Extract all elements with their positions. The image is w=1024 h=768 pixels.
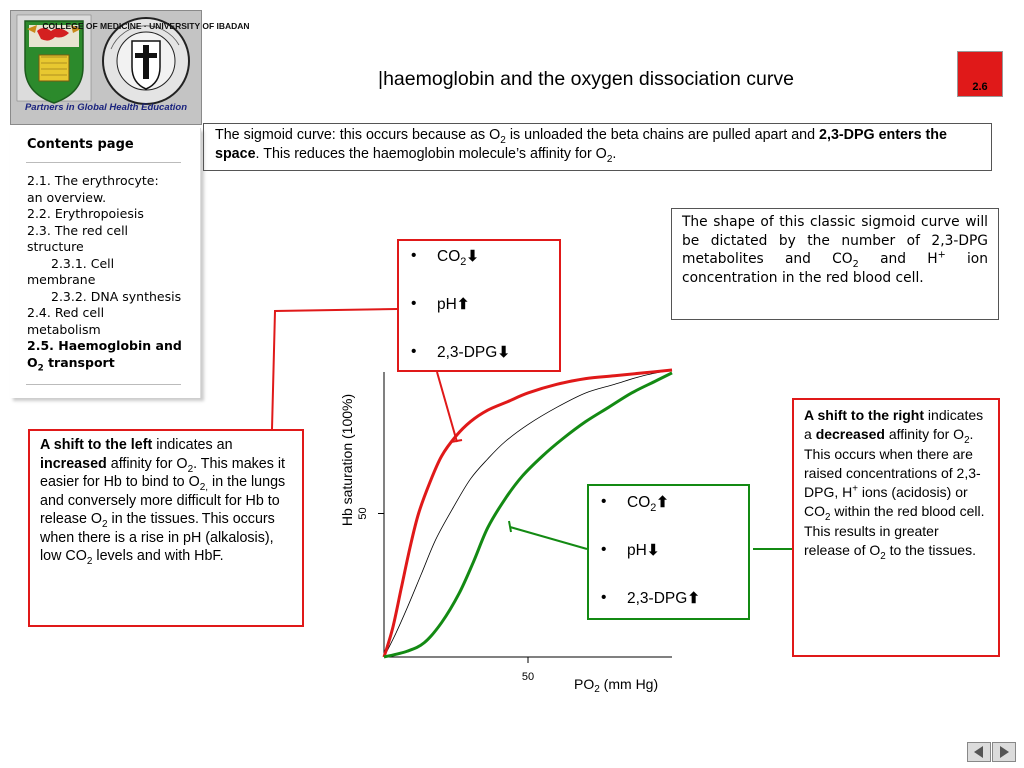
toc-item-active[interactable]: 2.5. Haemoglobin and — [27, 338, 182, 353]
left-box-connector — [272, 309, 397, 429]
toc-item[interactable]: an overview. — [27, 189, 107, 205]
page-number-badge — [957, 51, 1003, 97]
green-pointer-tick — [509, 521, 511, 532]
arrow-up-icon: ⬆ — [656, 494, 669, 511]
sigmoid-explanation: The sigmoid curve: this occurs because as $O_2$ is unloaded the beta chains are pulled apart and 2,3-DPG enters the space. This reduces the haemoglobin molecule’s affinity for $O_2$. — [203, 123, 992, 171]
contents-heading: Contents page — [27, 137, 134, 152]
y-axis-label: Hb saturation (100%) — [339, 393, 355, 527]
toc-item[interactable]: 2.3. The red cell — [27, 222, 129, 238]
right-shift-explanation: A shift to the right indicates a decreased affinity for $O_2$. This occurs when there are raised concentrations of 2,3-DPG, H+ ions (acidosis) or $CO_2$ within the red blood cell. This results in greater release of $O_2$ to the tissues. — [792, 398, 1000, 657]
toc-item[interactable]: structure — [27, 239, 84, 254]
previous-slide-button[interactable] — [967, 742, 991, 762]
green-bullet-item: • 2,3-DPG⬆ — [601, 589, 700, 637]
toc-item[interactable]: 2.1. The erythrocyte: — [27, 173, 159, 188]
logo-caption: Partners in Global Health Education — [24, 102, 188, 113]
toc-item-active-tail[interactable]: $O_2$ transport — [27, 354, 115, 373]
arrow-up-icon: ⬆ — [687, 590, 700, 607]
red-bullet-item: • $CO_2⬇$ — [411, 247, 510, 295]
toc-item[interactable]: 2.3.1. Cell — [51, 255, 115, 271]
arrow-down-icon: ⬇ — [646, 542, 660, 559]
next-slide-button[interactable] — [992, 742, 1016, 762]
y-tick-label: 50 — [357, 507, 369, 520]
x-axis-label: $PO_2$ (mm Hg) — [574, 676, 659, 695]
arrow-up-icon: ⬆ — [456, 296, 470, 313]
red-pointer-tick — [451, 440, 462, 442]
green-bullet-item: • pH⬇ — [601, 541, 700, 589]
arrow-left-icon — [968, 743, 990, 761]
page-number: 2.6 — [972, 81, 988, 93]
toc-item[interactable]: 2.2. Erythropoiesis — [27, 206, 144, 221]
x-tick-label: 50 — [521, 671, 535, 683]
toc-item[interactable]: 2.3.2. DNA synthesis — [51, 288, 182, 304]
sidebar-divider-bottom — [26, 384, 181, 385]
left-shift-explanation: A shift to the left indicates an increased affinity for $O_2$. This makes it easier for Hb to bind to $O_{2,}$ in the lungs and conversely more difficult for Hb to release $O_2$ in the tissues. This occurs when there is a rise in pH (alkalosis), low $CO_2$ levels and with HbF. — [28, 429, 304, 627]
sidebar-divider — [26, 162, 181, 163]
red-bullet-item: • pH⬆ — [411, 295, 510, 343]
green-bullets-pointer — [510, 527, 587, 549]
red-bullet-item: • 2,3-DPG⬇ — [411, 343, 510, 391]
green-bullet-item: • $CO_2⬆$ — [601, 493, 700, 541]
left-shift-factors — [397, 239, 561, 372]
arrow-down-icon: ⬇ — [466, 248, 479, 265]
toc-item[interactable]: 2.4. Red cell — [27, 305, 105, 320]
toc-item[interactable]: membrane — [27, 272, 96, 287]
contents-list — [27, 173, 192, 371]
university-shield-icon — [25, 21, 83, 103]
arrow-down-icon: ⬇ — [497, 344, 510, 361]
right-shift-factors — [587, 484, 750, 620]
curve-shape-note: The shape of this classic sigmoid curve will be dictated by the number of 2,3-DPG metabolites and $CO_2$ and H+ ion concentration in the red blood cell. — [671, 208, 999, 320]
page-title: |haemoglobin and the oxygen dissociation curve — [378, 68, 794, 90]
arrow-right-icon — [993, 743, 1015, 761]
toc-item[interactable]: metabolism — [27, 321, 101, 337]
seal-text: COLLEGE OF MEDICINE · UNIVERSITY OF IBADAN — [42, 21, 250, 31]
